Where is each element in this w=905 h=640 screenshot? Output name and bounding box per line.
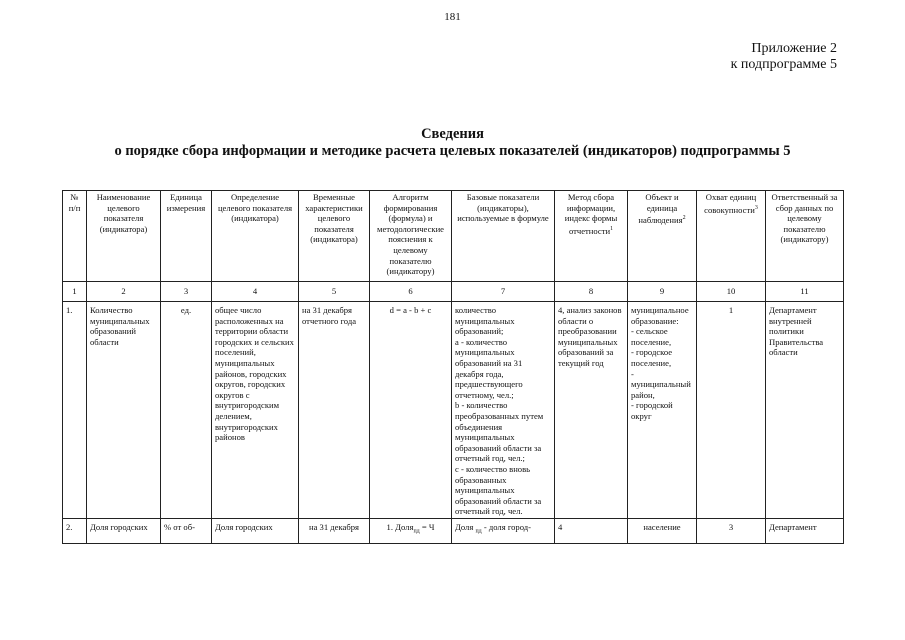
indicators-table xyxy=(62,190,844,544)
base-line: a - количество муниципальных образований на 31 декабря года, предшествующего отчетному, чел.; xyxy=(455,336,523,400)
column-number-row xyxy=(63,282,844,302)
object-cell xyxy=(628,302,697,519)
unit-cell: ед. xyxy=(161,302,212,519)
responsible-cell: Департамент внутренней политики Правительства области xyxy=(766,302,844,519)
object-line: - городской округ xyxy=(631,400,673,421)
appendix-line-1: Приложение 2 xyxy=(751,41,837,56)
object-cell: население xyxy=(628,518,697,543)
header-cell xyxy=(697,191,766,282)
object-line: - городское поселение, xyxy=(631,347,673,368)
base-indicators-cell xyxy=(452,302,555,519)
column-number: 5 xyxy=(299,282,370,302)
column-number: 2 xyxy=(87,282,161,302)
coverage-cell: 1 xyxy=(697,302,766,519)
base-line: c - количество вновь образованных муниципальных образований области за отчетный год, чел. xyxy=(455,463,542,517)
document-subtitle: о порядке сбора информации и методике расчета целевых показателей (индикаторов) подпрограммы 5 xyxy=(114,143,791,159)
header-text: Охват единиц совокупности xyxy=(704,192,757,215)
header-cell xyxy=(628,191,697,282)
header-cell: Определение целевого показателя (индикатора) xyxy=(212,191,299,282)
column-number: 8 xyxy=(555,282,628,302)
column-number: 10 xyxy=(697,282,766,302)
appendix-label xyxy=(731,41,837,73)
column-number: 6 xyxy=(370,282,452,302)
header-text: Объект и единица наблюдения xyxy=(638,192,683,226)
footnote-mark: 2 xyxy=(682,215,686,222)
definition-cell: Доля городских xyxy=(212,518,299,543)
footnote-mark: 3 xyxy=(754,204,758,211)
indicator-name: Доля городских xyxy=(87,518,161,543)
column-number: 1 xyxy=(63,282,87,302)
base-line: b - количество преобразованных путем объединения муниципальных образований области за отчетный год, чел.; xyxy=(455,400,544,464)
unit-cell: % от об- xyxy=(161,518,212,543)
appendix-line-2: к подпрограмме 5 xyxy=(730,57,837,72)
object-line: - муниципальный район, xyxy=(631,368,691,400)
header-cell xyxy=(555,191,628,282)
method-cell: 4 xyxy=(555,518,628,543)
indicator-name: Количество муниципальных образований области xyxy=(87,302,161,519)
formula-subscript: пд xyxy=(413,528,420,535)
footnote-mark: 1 xyxy=(610,225,614,232)
time-cell: на 31 декабря xyxy=(299,518,370,543)
column-number: 7 xyxy=(452,282,555,302)
formula-text: = Ч xyxy=(419,521,435,532)
object-line: - сельское поселение, xyxy=(631,326,672,347)
row-number: 1. xyxy=(63,302,87,519)
base-text: - доля город- xyxy=(481,521,532,532)
formula-cell: d = a - b + c xyxy=(370,302,452,519)
column-number: 3 xyxy=(161,282,212,302)
header-cell: № п/п xyxy=(63,191,87,282)
formula-text: 1. Доля xyxy=(386,521,414,532)
header-cell: Единица измерения xyxy=(161,191,212,282)
object-line: муниципальное образование: xyxy=(631,305,689,326)
header-cell: Ответственный за сбор данных по целевому показателю (индикатору) xyxy=(766,191,844,282)
table-row xyxy=(63,518,844,543)
time-cell: на 31 декабря отчетного года xyxy=(299,302,370,519)
row-number: 2. xyxy=(63,518,87,543)
table-header-row xyxy=(63,191,844,282)
page-number: 181 xyxy=(444,11,461,23)
method-cell: 4, анализ законов области о преобразовании муниципальных образований за текущий год xyxy=(555,302,628,519)
column-number: 4 xyxy=(212,282,299,302)
coverage-cell: 3 xyxy=(697,518,766,543)
base-text: Доля xyxy=(455,521,474,532)
header-text: Метод сбора информации, индекс формы отчетности xyxy=(564,192,618,236)
table-row xyxy=(63,302,844,519)
base-subscript: пд xyxy=(475,528,482,535)
base-indicators-cell xyxy=(452,518,555,543)
base-line: количество муниципальных образований; xyxy=(455,305,515,337)
formula-cell xyxy=(370,518,452,543)
column-number: 9 xyxy=(628,282,697,302)
column-number: 11 xyxy=(766,282,844,302)
header-cell: Наименование целевого показателя (индикатора) xyxy=(87,191,161,282)
document-title: Сведения xyxy=(421,126,484,142)
header-cell: Базовые показатели (индикаторы), используемые в формуле xyxy=(452,191,555,282)
header-cell: Алгоритм формирования (формула) и методологические пояснения к целевому показателю (индикатору) xyxy=(370,191,452,282)
responsible-cell: Департамент xyxy=(766,518,844,543)
definition-cell: общее число расположенных на территории области городских и сельских поселений, муниципальных районов, городских округов, городских округов с внутригородским делением, внутригородских районов xyxy=(212,302,299,519)
header-cell: Временные характеристики целевого показателя (индикатора) xyxy=(299,191,370,282)
